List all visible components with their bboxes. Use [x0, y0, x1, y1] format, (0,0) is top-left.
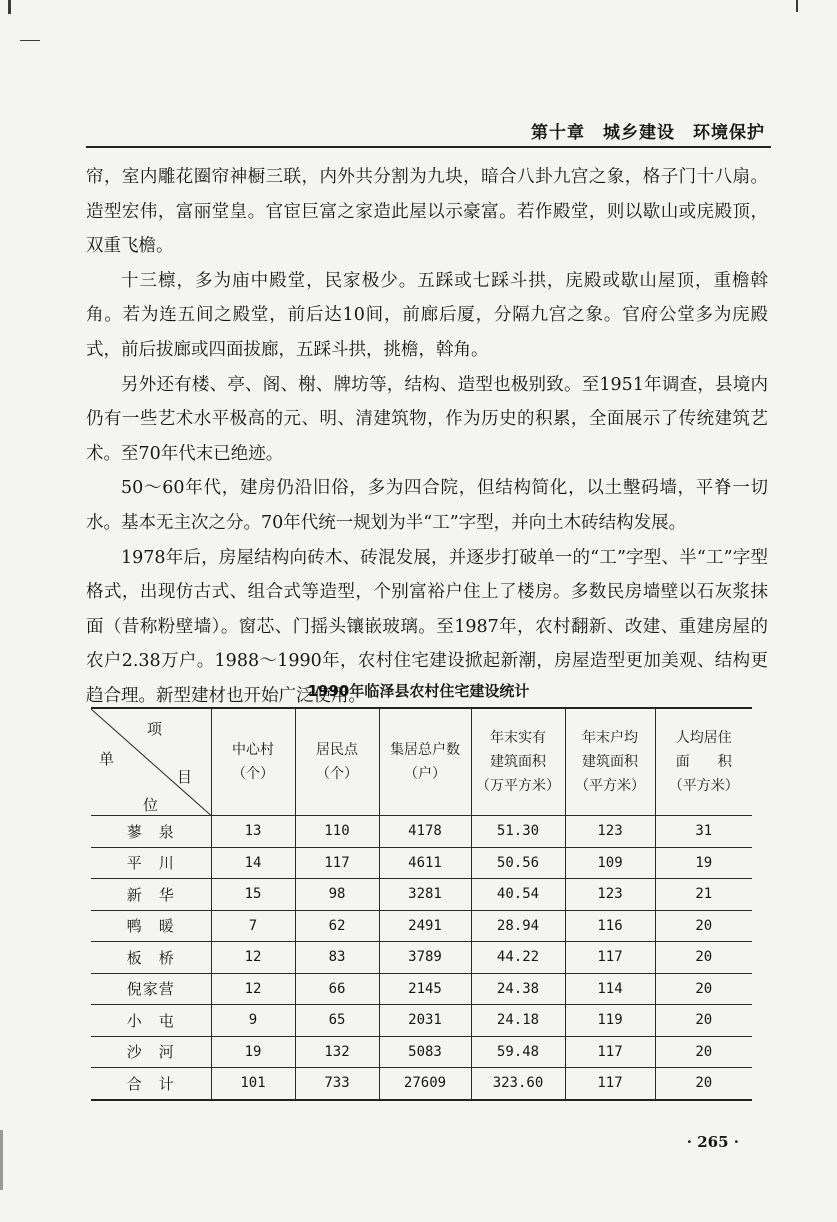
scan-mark-top — [8, 0, 11, 14]
corner-header-cell — [91, 708, 211, 816]
value-cell: 123 — [565, 816, 655, 848]
paragraph: 另外还有楼、亭、阁、榭、牌坊等，结构、造型也极别致。至1951年调查，县境内仍有一些艺术水平极高的元、明、清建筑物，作为历史的积累，全面展示了传统建筑艺术。至70年代末已绝迹。 — [86, 374, 768, 464]
table-row — [91, 973, 752, 1005]
value-cell: 31 — [655, 816, 752, 848]
value-cell: 101 — [211, 1068, 295, 1100]
value-cell: 733 — [295, 1068, 379, 1100]
value-cell: 12 — [211, 973, 295, 1005]
value-cell: 20 — [655, 973, 752, 1005]
value-cell: 117 — [565, 942, 655, 974]
value-cell: 117 — [565, 1036, 655, 1068]
table-header-row — [91, 708, 752, 816]
table-title: 1990年临泽县农村住宅建设统计 — [307, 682, 530, 700]
corner-label-item: 项 — [147, 720, 163, 738]
value-cell: 13 — [211, 816, 295, 848]
value-cell: 3789 — [379, 942, 471, 974]
value-cell: 98 — [295, 879, 379, 911]
paragraph: 1978年后，房屋结构向砖木、砖混发展，并逐步打破单一的“工”字型、半“工”字型格式，出现仿古式、组合式等造型，个别富裕户住上了楼房。多数民房墙壁以石灰浆抹面（昔称粉壁墙）。窗芯、门摇头镶嵌玻璃。至1987年，农村翻新、改建、重建房屋的农户2.38万户。1988～1990年，农村住宅建设掀起新潮，房屋造型更加美观、结构更趋合理。新型建材也开始广泛使用。 — [86, 547, 768, 706]
value-cell: 20 — [655, 942, 752, 974]
value-cell: 20 — [655, 910, 752, 942]
value-cell: 62 — [295, 910, 379, 942]
value-cell: 65 — [295, 1005, 379, 1037]
value-cell: 19 — [211, 1036, 295, 1068]
unit-cell: 鸭 暖 — [91, 910, 211, 942]
value-cell: 24.38 — [471, 973, 565, 1005]
value-cell: 117 — [295, 847, 379, 879]
value-cell: 116 — [565, 910, 655, 942]
corner-label-unit-2: 位 — [143, 796, 159, 814]
scan-mark-top-right — [796, 0, 798, 12]
value-cell: 66 — [295, 973, 379, 1005]
scan-mark-edge — [0, 1130, 3, 1190]
scan-mark-left — [20, 40, 40, 41]
column-header: 人均居住 面 积 （平方米） — [655, 708, 752, 816]
value-cell: 27609 — [379, 1068, 471, 1100]
housing-statistics-table — [91, 707, 752, 1101]
value-cell: 4611 — [379, 847, 471, 879]
corner-label-unit-1: 单 — [99, 750, 115, 768]
unit-cell: 新 华 — [91, 879, 211, 911]
value-cell: 7 — [211, 910, 295, 942]
table-row — [91, 816, 752, 848]
value-cell: 2145 — [379, 973, 471, 1005]
value-cell: 4178 — [379, 816, 471, 848]
value-cell: 119 — [565, 1005, 655, 1037]
value-cell: 28.94 — [471, 910, 565, 942]
value-cell: 323.60 — [471, 1068, 565, 1100]
unit-cell: 板 桥 — [91, 942, 211, 974]
value-cell: 50.56 — [471, 847, 565, 879]
unit-cell: 合 计 — [91, 1068, 211, 1100]
value-cell: 83 — [295, 942, 379, 974]
value-cell: 24.18 — [471, 1005, 565, 1037]
value-cell: 40.54 — [471, 879, 565, 911]
unit-cell: 沙 河 — [91, 1036, 211, 1068]
page-number: · 265 · — [686, 1133, 739, 1151]
table-total-row — [91, 1068, 752, 1100]
value-cell: 14 — [211, 847, 295, 879]
value-cell: 2491 — [379, 910, 471, 942]
unit-cell: 蓼 泉 — [91, 816, 211, 848]
value-cell: 3281 — [379, 879, 471, 911]
column-header: 年末实有 建筑面积 （万平方米） — [471, 708, 565, 816]
value-cell: 109 — [565, 847, 655, 879]
value-cell: 114 — [565, 973, 655, 1005]
value-cell: 20 — [655, 1005, 752, 1037]
value-cell: 19 — [655, 847, 752, 879]
value-cell: 9 — [211, 1005, 295, 1037]
paragraph: 50～60年代，建房仍沿旧俗，多为四合院，但结构简化，以土墼码墙，平脊一切水。基本无主次之分。70年代统一规划为半“工”字型，并向土木砖结构发展。 — [86, 478, 768, 533]
value-cell: 44.22 — [471, 942, 565, 974]
chapter-header: 第十章 城乡建设 环境保护 — [531, 123, 765, 143]
value-cell: 15 — [211, 879, 295, 911]
column-header: 中心村 （个） — [211, 708, 295, 816]
header-rule — [86, 146, 771, 148]
value-cell: 5083 — [379, 1036, 471, 1068]
value-cell: 21 — [655, 879, 752, 911]
unit-cell: 小 屯 — [91, 1005, 211, 1037]
value-cell: 59.48 — [471, 1036, 565, 1068]
paragraph: 帘，室内雕花圈帘神橱三联，内外共分割为九块，暗合八卦九宫之象，格子门十八扇。造型宏伟，富丽堂皇。官宦巨富之家造此屋以示豪富。若作殿堂，则以歇山或庑殿顶，双重飞檐。 — [86, 167, 768, 257]
corner-label-mu: 目 — [177, 768, 193, 786]
column-header: 居民点 （个） — [295, 708, 379, 816]
value-cell: 2031 — [379, 1005, 471, 1037]
column-header: 集居总户数 （户） — [379, 708, 471, 816]
paragraph: 十三檩，多为庙中殿堂，民家极少。五踩或七踩斗拱，庑殿或歇山屋顶，重檐斡角。若为连五间之殿堂，前后达10间，前廊后厦，分隔九宫之象。官府公堂多为庑殿式，前后拔廊或四面拔廊，五踩斗拱，挑檐，斡角。 — [86, 270, 768, 360]
table-row — [91, 1005, 752, 1037]
unit-cell: 倪家营 — [91, 973, 211, 1005]
table-row — [91, 942, 752, 974]
value-cell: 12 — [211, 942, 295, 974]
value-cell: 117 — [565, 1068, 655, 1100]
body-text — [86, 160, 768, 714]
table-row — [91, 879, 752, 911]
table-row — [91, 1036, 752, 1068]
unit-cell: 平 川 — [91, 847, 211, 879]
column-header: 年末户均 建筑面积 （平方米） — [565, 708, 655, 816]
value-cell: 132 — [295, 1036, 379, 1068]
table-row — [91, 910, 752, 942]
value-cell: 110 — [295, 816, 379, 848]
value-cell: 20 — [655, 1036, 752, 1068]
value-cell: 51.30 — [471, 816, 565, 848]
value-cell: 123 — [565, 879, 655, 911]
value-cell: 20 — [655, 1068, 752, 1100]
table-row — [91, 847, 752, 879]
